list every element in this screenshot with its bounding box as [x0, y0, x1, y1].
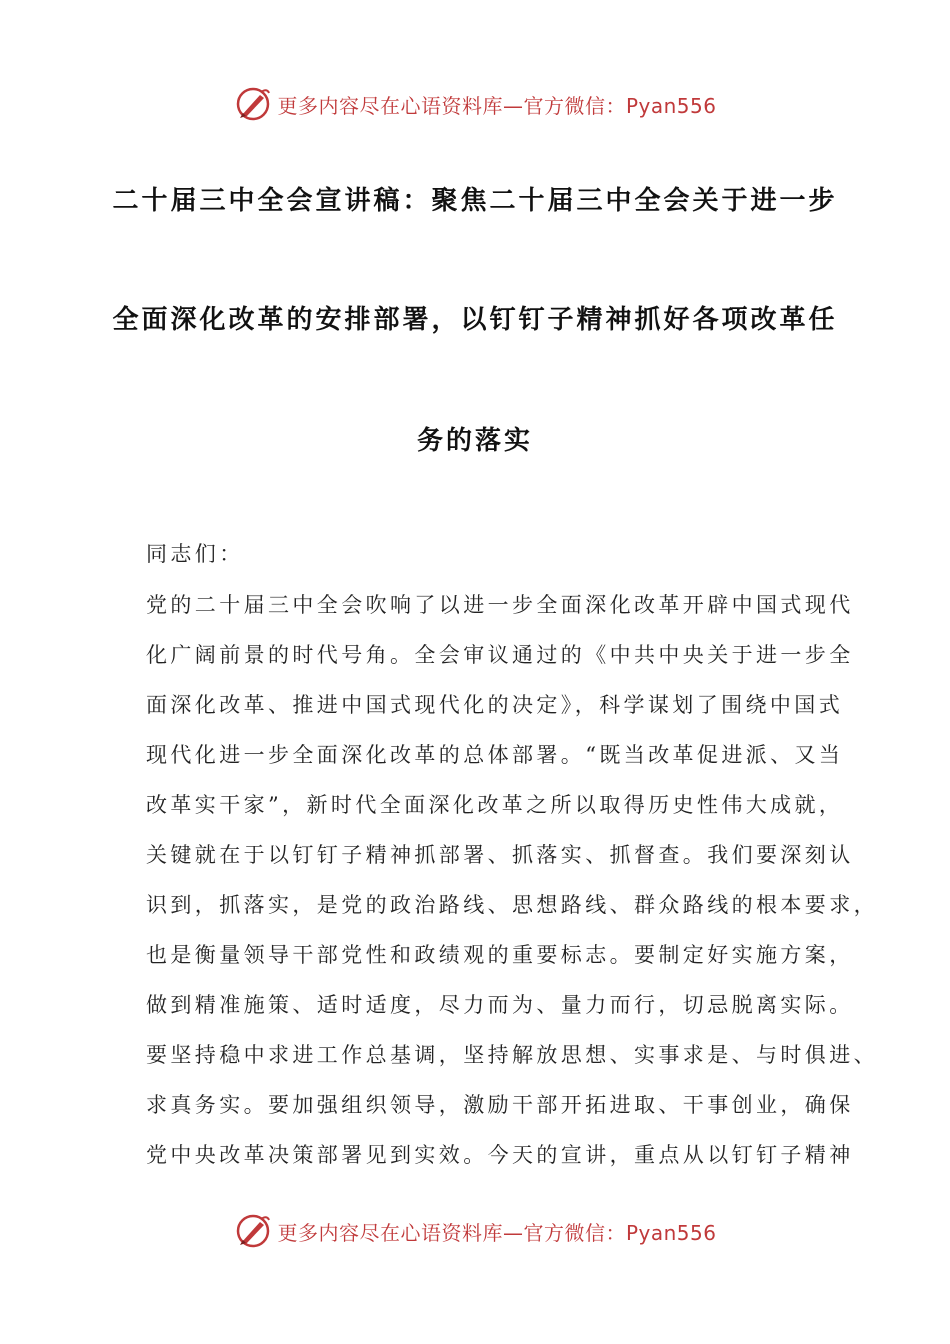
pen-logo-icon	[233, 1211, 273, 1251]
watermark-text: 更多内容尽在心语资料库—官方微信：Pyan556	[277, 93, 717, 118]
paragraph-line: 求真务实。要加强组织领导，激励干部开拓进取、干事创业，确保	[146, 1093, 854, 1117]
paragraph-line: 识到，抓落实，是党的政治路线、思想路线、群众路线的根本要求，	[146, 893, 878, 917]
paragraph-line: 关键就在于以钉钉子精神抓部署、抓落实、抓督查。我们要深刻认	[146, 843, 854, 867]
paragraph-line: 做到精准施策、适时适度，尽力而为、量力而行，切忌脱离实际。	[146, 993, 854, 1017]
paragraph-line: 化广阔前景的时代号角。全会审议通过的《中共中央关于进一步全	[146, 643, 854, 667]
paragraph-line: 要坚持稳中求进工作总基调，坚持解放思想、实事求是、与时俱进、	[146, 1043, 878, 1067]
paragraph-line: 改革实干家”，新时代全面深化改革之所以取得历史性伟大成就，	[146, 793, 844, 817]
header-watermark	[0, 84, 950, 124]
paragraph-line: 党中央改革决策部署见到实效。今天的宣讲，重点从以钉钉子精神	[146, 1143, 854, 1167]
paragraph-line: 现代化进一步全面深化改革的总体部署。“既当改革促进派、又当	[146, 743, 844, 767]
paragraph-line: 党的二十届三中全会吹响了以进一步全面深化改革开辟中国式现代	[146, 593, 854, 617]
watermark-text: 更多内容尽在心语资料库—官方微信：Pyan556	[277, 1220, 717, 1245]
paragraph-line: 也是衡量领导干部党性和政绩观的重要标志。要制定好实施方案，	[146, 943, 854, 967]
greeting: 同志们：	[146, 542, 244, 566]
document-title-line-3: 务的落实	[416, 426, 533, 456]
footer-watermark	[0, 1211, 950, 1251]
body-paragraph	[146, 588, 878, 1188]
paragraph-line: 面深化改革、推进中国式现代化的决定》，科学谋划了围绕中国式	[146, 693, 844, 717]
document-title-line-2: 全面深化改革的安排部署，以钉钉子精神抓好各项改革任	[112, 305, 838, 335]
pen-logo-icon	[233, 84, 273, 124]
document-title-line-1: 二十届三中全会宣讲稿：聚焦二十届三中全会关于进一步	[112, 186, 838, 216]
